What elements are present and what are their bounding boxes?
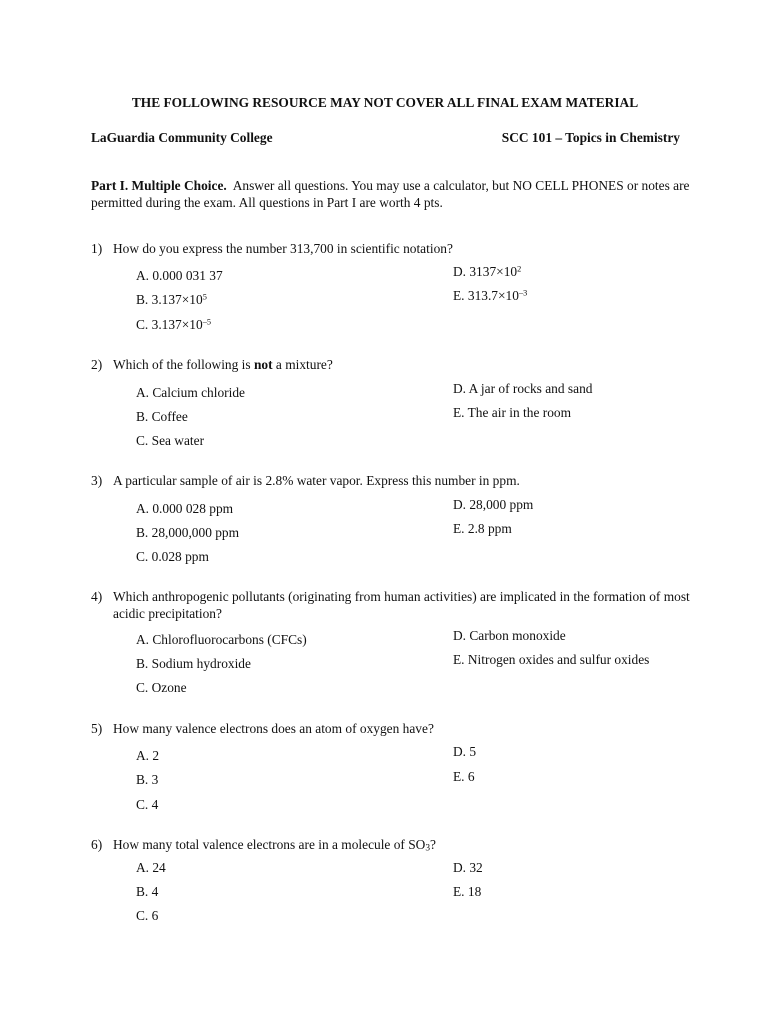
option-c: C. Ozone — [136, 680, 187, 695]
question-6 — [91, 836, 691, 923]
option-b: B. 4 — [136, 884, 159, 899]
option-a: A. 2 — [136, 748, 160, 763]
school-name: LaGuardia Community College — [91, 130, 273, 145]
option-e: E. 2.8 ppm — [453, 521, 512, 536]
option-a: A. Calcium chloride — [136, 385, 245, 400]
option-e — [453, 288, 527, 304]
question-text: How many valence electrons does an atom of oxygen have? — [113, 721, 434, 736]
question-stem — [91, 356, 691, 373]
exam-banner: THE FOLLOWING RESOURCE MAY NOT COVER ALL FINAL EXAM MATERIAL — [131, 95, 639, 110]
option-d: D. 32 — [453, 860, 483, 875]
option-b: B. 3 — [136, 772, 159, 787]
question-text-post: a mixture? — [272, 357, 333, 372]
option-a: A. Chlorofluorocarbons (CFCs) — [136, 632, 307, 647]
question-number: 2) — [91, 357, 103, 372]
question-4 — [91, 588, 691, 695]
option-b — [136, 292, 207, 308]
question-text-pre: How many total valence electrons are in a molecule of SO — [113, 837, 426, 852]
option-c: C. 4 — [136, 797, 159, 812]
option-a: A. 24 — [136, 860, 166, 875]
option-e-exponent: –3 — [518, 288, 528, 298]
question-stem — [91, 240, 691, 257]
option-e: E. 18 — [453, 884, 482, 899]
question-text-subscript: 3 — [425, 843, 431, 854]
question-text: How do you express the number 313,700 in scientific notation? — [113, 241, 453, 256]
option-d: D. A jar of rocks and sand — [453, 381, 593, 396]
question-text: A particular sample of air is 2.8% water vapor. Express this number in ppm. — [113, 473, 520, 488]
question-number: 4) — [91, 589, 103, 604]
option-d — [453, 264, 521, 280]
question-stem — [91, 720, 691, 737]
question-5 — [91, 720, 691, 812]
option-e: E. The air in the room — [453, 405, 572, 420]
option-c: C. 0.028 ppm — [136, 549, 209, 564]
option-b: B. 28,000,000 ppm — [136, 525, 240, 540]
question-text-emphasis: not — [253, 357, 273, 372]
question-stem — [91, 472, 691, 489]
option-b: B. Coffee — [136, 409, 188, 424]
course-title: SCC 101 – Topics in Chemistry — [501, 130, 680, 145]
question-number: 1) — [91, 241, 103, 256]
option-b: B. Sodium hydroxide — [136, 656, 251, 671]
question-2 — [91, 356, 691, 448]
option-d: D. Carbon monoxide — [453, 628, 566, 643]
option-d-text: D. 3137×10 — [453, 264, 518, 279]
option-d-exponent: 2 — [517, 264, 522, 274]
question-3 — [91, 472, 691, 564]
instructions-text: Answer all questions. You may use a calculator, but NO CELL PHONES or notes are permitted during the exam. All questions in Part I are worth 4 pts. — [91, 178, 690, 210]
question-number: 3) — [91, 473, 103, 488]
option-d: D. 5 — [453, 744, 477, 759]
question-text-post: ? — [430, 837, 436, 852]
option-a: A. 0.000 031 37 — [136, 268, 223, 283]
option-c-exponent: –5 — [202, 317, 211, 327]
option-c: C. Sea water — [136, 433, 205, 448]
option-e: E. Nitrogen oxides and sulfur oxides — [453, 652, 650, 667]
part-label: Part I. Multiple Choice. — [91, 178, 227, 193]
option-b-exponent: 5 — [202, 292, 207, 302]
option-c-text: C. 3.137×10 — [136, 317, 203, 332]
question-number: 6) — [91, 837, 103, 852]
option-b-text: B. 3.137×10 — [136, 292, 203, 307]
question-stem — [91, 588, 691, 622]
question-number: 5) — [91, 721, 103, 736]
question-stem — [91, 836, 691, 853]
option-d: D. 28,000 ppm — [453, 497, 534, 512]
question-text: Which anthropogenic pollutants (originating from human activities) are implicated in the formation of most acidic precipitation? — [113, 589, 690, 621]
instructions — [91, 177, 691, 211]
option-a: A. 0.000 028 ppm — [136, 501, 234, 516]
option-c: C. 6 — [136, 908, 159, 923]
option-e-text: E. 313.7×10 — [453, 288, 519, 303]
question-text-pre: Which of the following is — [113, 357, 254, 372]
option-e: E. 6 — [453, 769, 475, 784]
option-c — [136, 317, 211, 333]
